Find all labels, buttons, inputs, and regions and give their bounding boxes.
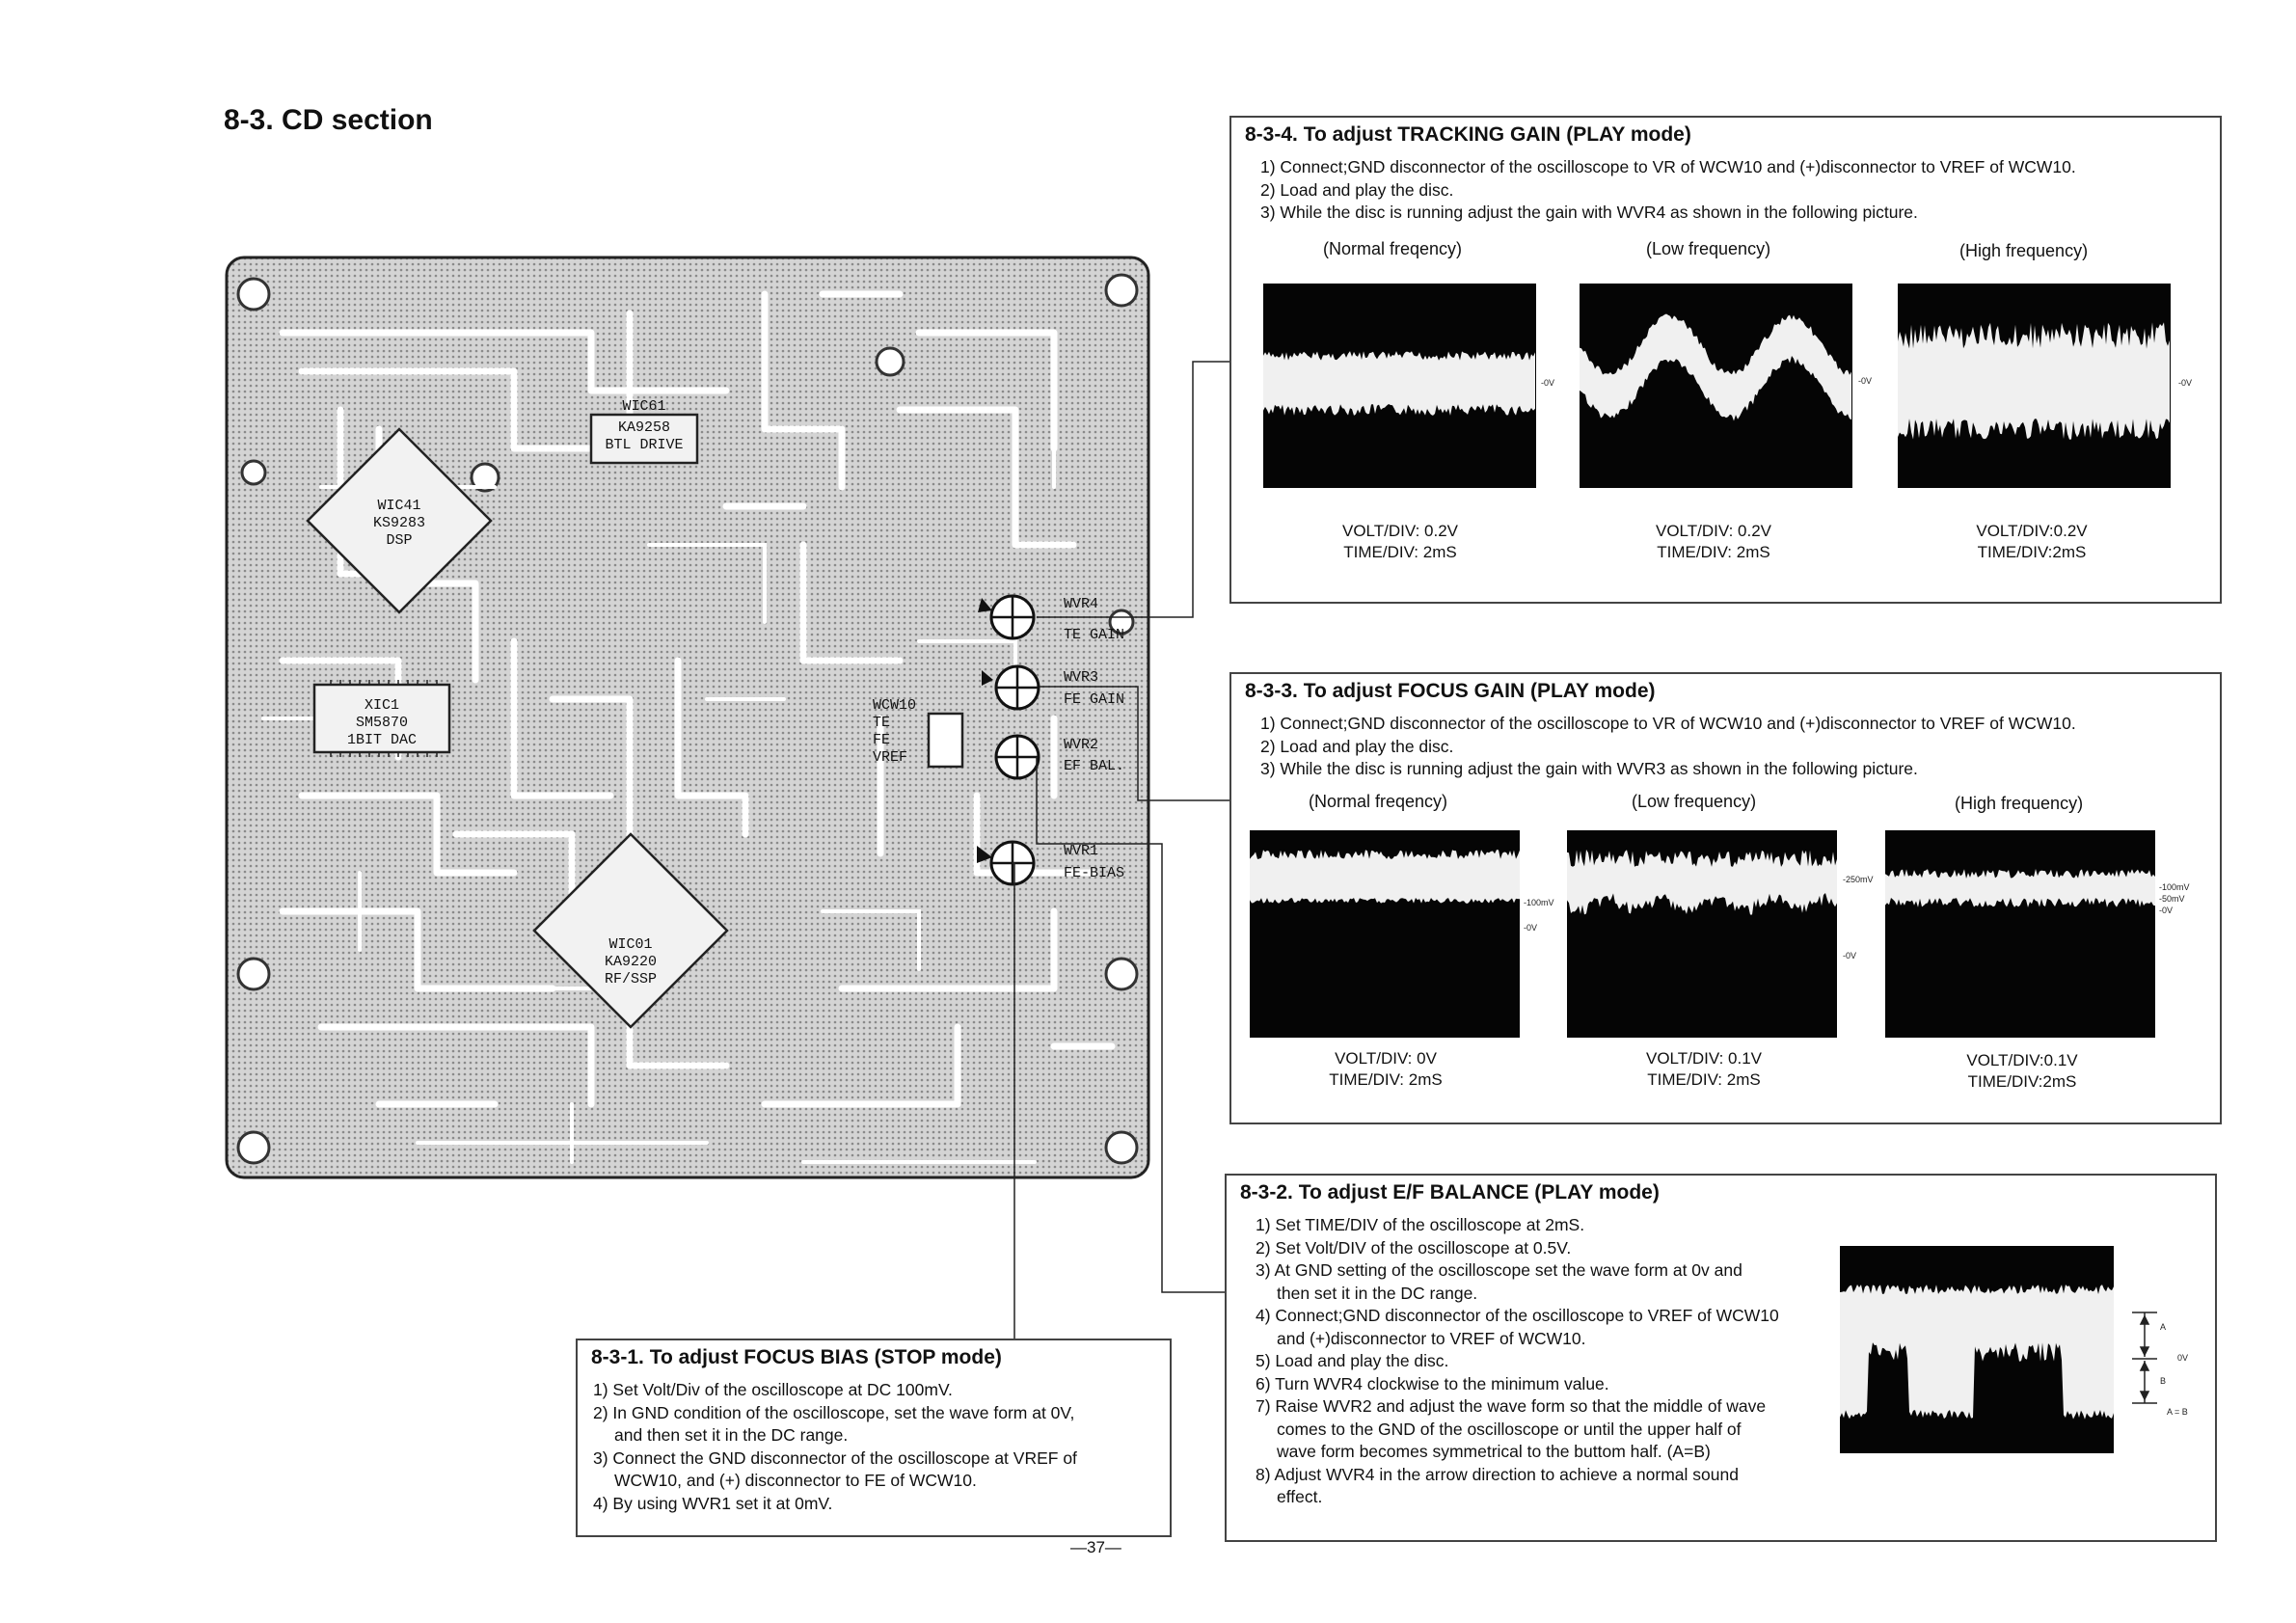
focus-volt-normal: VOLT/DIV: 0V — [1335, 1049, 1437, 1068]
tracking-meas-high — [1969, 521, 2094, 563]
wic41-ref: WIC41 — [377, 498, 421, 514]
focus-caption-high: (High frequency) — [1955, 794, 2084, 813]
ef-step-8: 8) Adjust WVR4 in the arrow direction to achieve a normal sound — [1256, 1464, 1739, 1484]
focus-marker-high-100: -100mV — [2159, 882, 2190, 892]
wic61-ref: WIC61 — [622, 398, 666, 415]
ef-step-5: 5) Load and play the disc. — [1256, 1351, 1449, 1370]
ef-step-6: 6) Turn WVR4 clockwise to the minimum value. — [1256, 1373, 1609, 1393]
wic01-part: KA9220 — [604, 954, 658, 970]
ef-step-3-cont: then set it in the DC range. — [1277, 1283, 1478, 1303]
wvr3-func: FE GAIN — [1064, 691, 1125, 708]
bias-step-1: 1) Set Volt/Div of the oscilloscope at DC 100mV. — [593, 1380, 953, 1399]
tracking-time-normal: TIME/DIV: 2mS — [1343, 543, 1457, 561]
tracking-scope-high — [1898, 284, 2171, 488]
xic1-part: SM5870 — [355, 715, 409, 731]
focus-time-low: TIME/DIV: 2mS — [1647, 1070, 1761, 1089]
tracking-caption-high: (High frequency) — [1959, 241, 2089, 260]
bias-step-4: 4) By using WVR1 set it at 0mV. — [593, 1493, 833, 1513]
xic1-desc: 1BIT DAC — [346, 732, 418, 748]
page-title: 8-3. CD section — [224, 104, 433, 136]
ef-balance-heading: 8-3-2. To adjust E/F BALANCE (PLAY mode) — [1240, 1181, 1660, 1204]
legend-a: A — [2160, 1322, 2167, 1332]
ef-step-3: 3) At GND setting of the oscilloscope set the wave form at 0v and — [1256, 1260, 1742, 1280]
focus-marker-high-50: -50mV — [2159, 894, 2185, 904]
wic61-desc: BTL DRIVE — [605, 437, 684, 453]
tracking-time-high: TIME/DIV:2mS — [1977, 543, 2087, 561]
focus-meas-normal — [1323, 1048, 1448, 1091]
ef-step-4: 4) Connect;GND disconnector of the oscilloscope to VREF of WCW10 — [1256, 1306, 1779, 1325]
focus-gain-heading: 8-3-3. To adjust FOCUS GAIN (PLAY mode) — [1245, 680, 1656, 702]
bias-step-3-cont: WCW10, and (+) disconnector to FE of WCW10. — [614, 1471, 977, 1490]
tracking-volt-high: VOLT/DIV:0.2V — [1976, 522, 2088, 540]
focus-gain-step-2: 2) Load and play the disc. — [1260, 736, 1454, 756]
connector-pin-te: TE — [873, 715, 891, 731]
legend-eq: A = B — [2167, 1407, 2188, 1417]
tracking-wave-low — [1580, 314, 1851, 421]
focus-marker-low-250: -250mV — [1843, 875, 1874, 884]
legend-b: B — [2160, 1376, 2167, 1386]
xic1-ref: XIC1 — [364, 697, 400, 714]
bias-step-2-cont: and then set it in the DC range. — [614, 1425, 849, 1445]
tracking-marker-normal: -0V — [1541, 378, 1555, 388]
wvr3-ref: WVR3 — [1064, 669, 1099, 686]
tracking-gain-section — [1229, 116, 2222, 604]
tracking-meas-low — [1651, 521, 1776, 563]
wvr4-ref: WVR4 — [1064, 596, 1099, 612]
focus-gain-step-3: 3) While the disc is running adjust the gain with WVR3 as shown in the following picture. — [1260, 759, 1918, 778]
tracking-wave-high — [1898, 322, 2170, 440]
wvr1-ref: WVR1 — [1064, 843, 1099, 859]
focus-gain-section — [1229, 672, 2222, 1124]
focus-bias-section — [576, 1339, 1172, 1537]
focus-wave-low — [1567, 850, 1837, 915]
connector-ref: WCW10 — [873, 697, 917, 714]
ef-step-1: 1) Set TIME/DIV of the oscilloscope at 2mS. — [1256, 1215, 1585, 1234]
ef-balance-wave — [1840, 1285, 2114, 1420]
ef-balance-scope — [1840, 1246, 2114, 1453]
focus-marker-normal-0: -0V — [1524, 923, 1538, 933]
legend-zero: 0V — [2177, 1353, 2189, 1363]
tracking-marker-low: -0V — [1858, 376, 1873, 386]
pcb-diagram — [225, 256, 1152, 1183]
focus-time-normal: TIME/DIV: 2mS — [1329, 1070, 1443, 1089]
wvr1-func: FE-BIAS — [1064, 865, 1125, 881]
focus-marker-normal-100: -100mV — [1524, 898, 1554, 907]
connector-pin-fe: FE — [873, 732, 891, 748]
focus-volt-low: VOLT/DIV: 0.1V — [1646, 1049, 1762, 1068]
ef-step-2: 2) Set Volt/DIV of the oscilloscope at 0.5V. — [1256, 1237, 1572, 1258]
ef-step-8-cont: effect. — [1277, 1487, 1323, 1506]
tracking-gain-heading: 8-3-4. To adjust TRACKING GAIN (PLAY mode) — [1245, 123, 1691, 146]
connector-pin-vref: VREF — [873, 749, 908, 766]
focus-time-high: TIME/DIV:2mS — [1967, 1072, 2077, 1091]
wic01-desc: RF/SSP — [604, 971, 658, 987]
wic01-ref: WIC01 — [608, 936, 653, 953]
tracking-step-2: 2) Load and play the disc. — [1260, 179, 1454, 200]
wvr4-func: TE GAIN — [1064, 627, 1125, 643]
ef-balance-section — [1225, 1174, 2217, 1542]
ef-step-7: 7) Raise WVR2 and adjust the wave form so that the middle of wave — [1256, 1396, 1767, 1416]
bias-step-2: 2) In GND condition of the oscilloscope, set the wave form at 0V, — [593, 1402, 1075, 1422]
tracking-volt-normal: VOLT/DIV: 0.2V — [1342, 522, 1458, 540]
tracking-caption-low: (Low frequency) — [1646, 239, 1771, 258]
focus-meas-high — [1959, 1050, 2085, 1093]
focus-bias-heading: 8-3-1. To adjust FOCUS BIAS (STOP mode) — [591, 1346, 1002, 1368]
ef-step-7-cont-2: wave form becomes symmetrical to the buttom half. (A=B) — [1277, 1442, 1711, 1461]
wvr2-ref: WVR2 — [1064, 737, 1099, 753]
focus-wave-high — [1885, 869, 2155, 907]
wic41-part: KS9283 — [372, 515, 426, 531]
tracking-meas-normal — [1337, 521, 1463, 563]
tracking-step-1: 1) Connect;GND disconnector of the oscilloscope to VR of WCW10 and (+)disconnector to VREF of WCW10. — [1260, 157, 2076, 176]
tracking-scope-normal — [1263, 284, 1536, 488]
focus-caption-low: (Low frequency) — [1632, 792, 1757, 811]
focus-wave-normal — [1250, 850, 1520, 904]
ef-step-7-cont-1: comes to the GND of the oscilloscope or until the upper half of — [1277, 1419, 1742, 1439]
focus-gain-step-1: 1) Connect;GND disconnector of the oscilloscope to VR of WCW10 and (+)disconnector to VREF of WCW10. — [1260, 714, 2076, 733]
tracking-marker-high: -0V — [2178, 378, 2193, 388]
wic61-part: KA9258 — [617, 419, 671, 436]
tracking-wave-normal — [1263, 351, 1535, 416]
focus-marker-low-0: -0V — [1843, 951, 1857, 960]
tracking-volt-low: VOLT/DIV: 0.2V — [1656, 522, 1771, 540]
focus-scope-low — [1567, 830, 1837, 1038]
bias-step-3: 3) Connect the GND disconnector of the oscilloscope at VREF of — [593, 1447, 1077, 1468]
ef-step-4-cont: and (+)disconnector to VREF of WCW10. — [1277, 1328, 1586, 1348]
focus-caption-normal: (Normal freqency) — [1309, 792, 1448, 811]
page-number: —37— — [1070, 1538, 1121, 1556]
tracking-scope-low — [1580, 284, 1852, 488]
tracking-time-low: TIME/DIV: 2mS — [1657, 543, 1770, 561]
focus-volt-high: VOLT/DIV:0.1V — [1966, 1051, 2078, 1069]
tracking-caption-normal: (Normal freqency) — [1323, 239, 1463, 258]
wic41-desc: DSP — [386, 532, 413, 549]
focus-marker-high-0: -0V — [2159, 906, 2174, 915]
focus-scope-normal — [1250, 830, 1520, 1038]
focus-scope-high — [1885, 830, 2155, 1038]
tracking-step-3: 3) While the disc is running adjust the gain with WVR4 as shown in the following picture. — [1260, 203, 1918, 222]
focus-meas-low — [1641, 1048, 1767, 1091]
wvr2-func: EF BAL. — [1064, 758, 1125, 774]
